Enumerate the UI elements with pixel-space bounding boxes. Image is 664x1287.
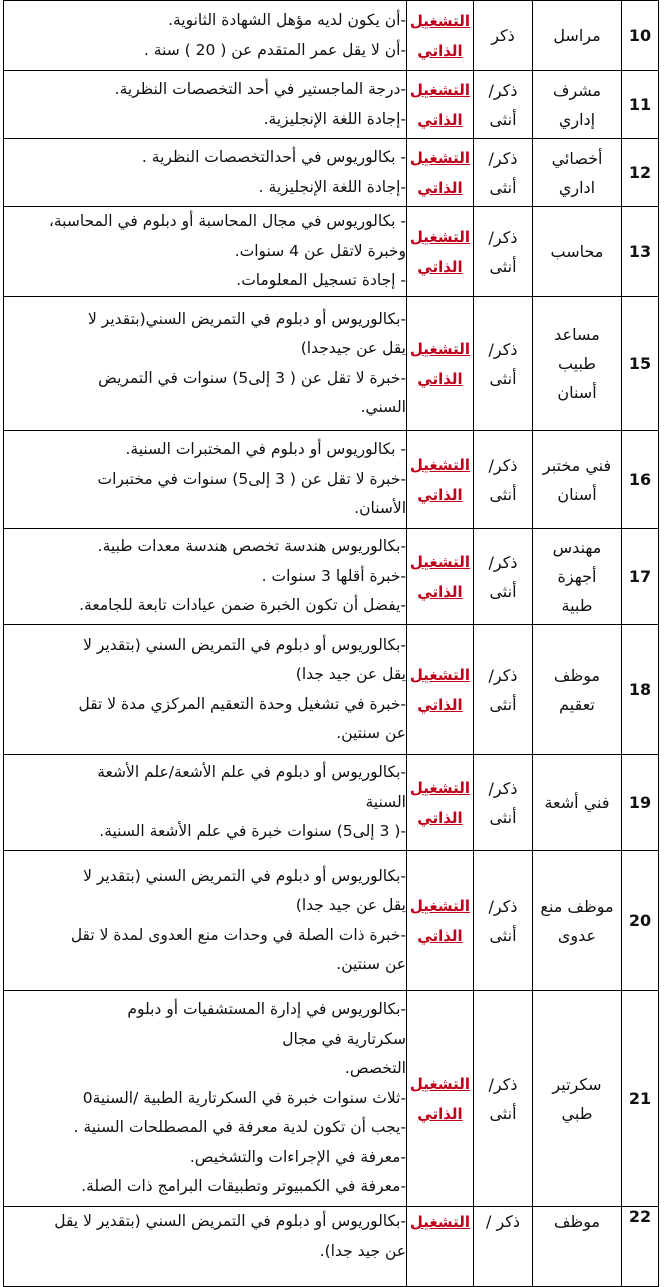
row-number: 11 xyxy=(622,71,659,139)
employment-type-line: الذاتي xyxy=(417,178,463,197)
gender xyxy=(474,139,533,207)
job-title-line: موظف xyxy=(553,1212,601,1231)
requirements-line: -( 3 إلى5) سنوات خبرة في علم الأشعة السنية. xyxy=(99,822,406,841)
gender xyxy=(474,625,533,755)
employment-type xyxy=(407,139,474,207)
table-row xyxy=(4,755,659,851)
employment-type xyxy=(407,431,474,529)
table-row xyxy=(4,431,659,529)
requirements-line: يقل عن جيد جدا) xyxy=(295,665,406,683)
gender-line: ذكر/ xyxy=(488,665,518,685)
job-title xyxy=(533,851,622,991)
requirements-line: عن جيد جدا). xyxy=(319,1241,406,1260)
gender-line: أنثى xyxy=(489,109,517,129)
job-title-line: مشرف xyxy=(552,80,602,100)
requirements xyxy=(4,1207,407,1287)
requirements-line: يقل عن جيدجدا) xyxy=(300,339,406,357)
employment-type-line: الذاتي xyxy=(417,257,463,276)
job-requirements-table xyxy=(3,0,659,1287)
employment-type-line: الذاتي xyxy=(417,1104,463,1123)
employment-type-line: التشغيل xyxy=(409,552,471,571)
table-row xyxy=(4,139,659,207)
employment-type-line: الذاتي xyxy=(417,369,463,388)
table-row xyxy=(4,1207,659,1287)
gender-line: أنثى xyxy=(489,256,517,276)
gender xyxy=(474,207,533,297)
row-number: 15 xyxy=(622,297,659,431)
gender-line: أنثى xyxy=(489,177,517,197)
employment-type xyxy=(407,529,474,625)
row-number: 22 xyxy=(622,1207,659,1287)
gender-line: أنثى xyxy=(489,807,517,827)
table-row xyxy=(4,1,659,71)
gender-line: أنثى xyxy=(489,1103,517,1123)
row-number: 19 xyxy=(622,755,659,851)
job-title xyxy=(533,1,622,71)
requirements-line: عن سنتين. xyxy=(336,724,406,742)
gender xyxy=(474,529,533,625)
requirements-line: -خبرة في تشغيل وحدة التعقيم المركزي مدة لا تقل xyxy=(78,694,406,713)
requirements-line: -بكالوريوس أو دبلوم في التمريض السني (بتقدير لا xyxy=(83,635,406,654)
requirements xyxy=(4,991,407,1207)
employment-type-line: الذاتي xyxy=(417,41,463,60)
employment-type-line: التشغيل xyxy=(409,665,471,684)
job-title xyxy=(533,431,622,529)
gender-line: ذكر/ xyxy=(488,778,518,798)
employment-type xyxy=(407,625,474,755)
gender xyxy=(474,431,533,529)
employment-type xyxy=(407,207,474,297)
requirements-line: التخصص. xyxy=(344,1059,406,1078)
gender-line: ذكر/ xyxy=(488,455,518,475)
gender xyxy=(474,755,533,851)
gender-line: ذكر/ xyxy=(488,148,518,168)
employment-type xyxy=(407,851,474,991)
employment-type xyxy=(407,1207,474,1287)
job-title-line: فني مختبر xyxy=(542,455,612,475)
job-title-line: إداري xyxy=(558,109,596,129)
table-row xyxy=(4,529,659,625)
requirements-line: -خبرة لا تقل عن ( 3 إلى5) سنوات في التمريض xyxy=(98,368,406,387)
requirements xyxy=(4,851,407,991)
row-number: 21 xyxy=(622,991,659,1207)
employment-type xyxy=(407,71,474,139)
requirements-line: -بكالوريوس في إدارة المستشفيات أو دبلوم xyxy=(127,1000,406,1019)
table-row xyxy=(4,207,659,297)
gender xyxy=(474,1207,533,1287)
employment-type-line: الذاتي xyxy=(417,485,463,504)
job-title xyxy=(533,625,622,755)
job-title xyxy=(533,529,622,625)
job-title-line: موظف xyxy=(553,665,601,685)
table-row xyxy=(4,625,659,755)
job-title-line: اداري xyxy=(558,177,596,197)
job-title-line: عدوى xyxy=(557,925,597,945)
requirements-line: -أن يكون لديه مؤهل الشهادة الثانوية. xyxy=(168,11,406,29)
job-title-line: موظف منع xyxy=(540,896,614,916)
job-title-line: أسنان xyxy=(557,383,597,402)
requirements-line: الأسنان. xyxy=(354,499,406,518)
requirements-line: عن سنتين. xyxy=(336,955,406,973)
employment-type-line: التشغيل xyxy=(409,1213,471,1231)
gender-line: ذكر/ xyxy=(488,227,518,247)
employment-type-line: التشغيل xyxy=(409,227,471,246)
requirements xyxy=(4,529,407,625)
requirements xyxy=(4,139,407,207)
requirements-line: -يفضل أن تكون الخبرة ضمن عيادات تابعة للجامعة. xyxy=(79,596,406,615)
employment-type-line: التشغيل xyxy=(409,778,471,797)
gender-line: أنثى xyxy=(489,925,517,945)
job-title-line: فني أشعة xyxy=(544,793,610,812)
gender-line: أنثى xyxy=(489,484,517,504)
requirements-line: - إجادة تسجيل المعلومات. xyxy=(236,271,406,290)
employment-type xyxy=(407,755,474,851)
employment-type-line: التشغيل xyxy=(409,11,471,30)
employment-type-line: الذاتي xyxy=(417,695,463,714)
requirements-line: -بكالوريوس أو دبلوم في علم الأشعة/علم الأشعة xyxy=(97,763,406,782)
requirements-line: -بكالوريوس أو دبلوم في التمريض السني (بتقدير لا xyxy=(83,866,406,885)
requirements-line: -معرفة في الإجراءات والتشخيص. xyxy=(189,1147,406,1166)
requirements-line: سكرتارية في مجال xyxy=(282,1029,406,1048)
employment-type-line: الذاتي xyxy=(417,110,463,129)
gender xyxy=(474,71,533,139)
requirements-line: -معرفة في الكمبيوتر وتطبيقات البرامج ذات الصلة. xyxy=(81,1177,406,1196)
gender xyxy=(474,991,533,1207)
employment-type-line: الذاتي xyxy=(417,582,463,601)
job-title-line: تعقيم xyxy=(559,694,595,714)
requirements xyxy=(4,207,407,297)
requirements-line: يقل عن جيد جدا) xyxy=(295,896,406,914)
job-title xyxy=(533,207,622,297)
requirements-line: -إجادة اللغة الإنجليزية . xyxy=(258,177,406,196)
row-number: 13 xyxy=(622,207,659,297)
job-title xyxy=(533,1207,622,1287)
job-title-line: محاسب xyxy=(550,242,604,261)
job-title-line: مساعد xyxy=(554,325,600,344)
requirements-line: -أن لا يقل عمر المتقدم عن ( 20 ) سنة . xyxy=(143,40,406,59)
employment-type-line: التشغيل xyxy=(409,80,471,99)
job-title xyxy=(533,297,622,431)
gender xyxy=(474,851,533,991)
requirements-line: - بكالوريوس في أحدالتخصصات النظرية . xyxy=(141,148,406,166)
employment-type-line: الذاتي xyxy=(417,808,463,827)
job-title-line: أسنان xyxy=(557,484,597,504)
requirements-line: -بكالوريوس هندسة تخصص هندسة معدات طبية. xyxy=(97,537,406,556)
requirements-line: - بكالوريوس أو دبلوم في المختبرات السنية. xyxy=(125,440,406,459)
gender-line: ذكر/ xyxy=(488,552,518,572)
requirements xyxy=(4,431,407,529)
employment-type xyxy=(407,991,474,1207)
job-title-line: سكرتير xyxy=(552,1074,602,1094)
table-row xyxy=(4,851,659,991)
requirements-line: -درجة الماجستير في أحد التخصصات النظرية. xyxy=(114,80,406,98)
employment-type-line: التشغيل xyxy=(409,339,471,358)
gender-line: ذكر / xyxy=(485,1212,521,1231)
table-body xyxy=(4,1,659,1287)
job-title-line: مهندس xyxy=(552,538,602,557)
requirements-line: -ثلاث سنوات خبرة في السكرتارية الطبية /السنية0 xyxy=(82,1088,406,1107)
row-number: 10 xyxy=(622,1,659,71)
gender-line: ذكر/ xyxy=(488,80,518,100)
employment-type xyxy=(407,1,474,71)
requirements xyxy=(4,1,407,71)
job-title-line: أخصائي xyxy=(551,148,603,168)
requirements-line: -خبرة ذات الصلة في وحدات منع العدوى لمدة لا تقل xyxy=(70,925,406,944)
job-title-line: مراسل xyxy=(553,26,601,45)
row-number: 12 xyxy=(622,139,659,207)
gender xyxy=(474,297,533,431)
job-title xyxy=(533,991,622,1207)
job-title-line: طبيب xyxy=(557,354,597,373)
requirements-line: -بكالوريوس أو دبلوم في التمريض السني (بتقدير لا يقل xyxy=(54,1212,406,1230)
gender-line: أنثى xyxy=(489,581,517,601)
requirements-line: -يجب أن تكون لدية معرفة في المصطلحات السنية . xyxy=(73,1118,406,1137)
requirements xyxy=(4,71,407,139)
job-title xyxy=(533,755,622,851)
table-row xyxy=(4,991,659,1207)
table-row xyxy=(4,71,659,139)
requirements-line: وخبرة لاتقل عن 4 سنوات. xyxy=(234,241,406,260)
gender xyxy=(474,1,533,71)
requirements xyxy=(4,297,407,431)
job-title-line: طبية xyxy=(561,596,593,615)
requirements-line: السني. xyxy=(360,398,406,416)
requirements-line: السنية xyxy=(365,792,406,811)
employment-type-line: التشغيل xyxy=(409,896,471,915)
requirements-line: -خبرة أقلها 3 سنوات . xyxy=(261,566,406,585)
employment-type-line: الذاتي xyxy=(417,926,463,945)
gender-line: أنثى xyxy=(489,694,517,714)
requirements-line: -إجادة اللغة الإنجليزية. xyxy=(263,109,406,128)
job-title-line: طبي xyxy=(561,1103,593,1123)
requirements xyxy=(4,625,407,755)
job-title xyxy=(533,71,622,139)
employment-type-line: التشغيل xyxy=(409,1074,471,1093)
requirements-line: -خبرة لا تقل عن ( 3 إلى5) سنوات في مختبرات xyxy=(97,469,406,488)
row-number: 17 xyxy=(622,529,659,625)
requirements-line: -بكالوريوس أو دبلوم في التمريض السني(بتقدير لا xyxy=(88,309,406,328)
requirements xyxy=(4,755,407,851)
job-title-line: أجهزة xyxy=(557,567,597,586)
row-number: 16 xyxy=(622,431,659,529)
employment-type-line: التشغيل xyxy=(409,148,471,167)
employment-type-line: التشغيل xyxy=(409,455,471,474)
table-row xyxy=(4,297,659,431)
row-number: 18 xyxy=(622,625,659,755)
job-title xyxy=(533,139,622,207)
gender-line: ذكر/ xyxy=(488,1074,518,1094)
gender-line: أنثى xyxy=(489,368,517,388)
gender-line: ذكر/ xyxy=(488,896,518,916)
row-number: 20 xyxy=(622,851,659,991)
requirements-line: - بكالوريوس في مجال المحاسبة أو دبلوم في المحاسبة، xyxy=(48,212,406,231)
gender-line: ذكر/ xyxy=(488,339,518,359)
gender-line: ذكر xyxy=(491,26,515,45)
employment-type xyxy=(407,297,474,431)
